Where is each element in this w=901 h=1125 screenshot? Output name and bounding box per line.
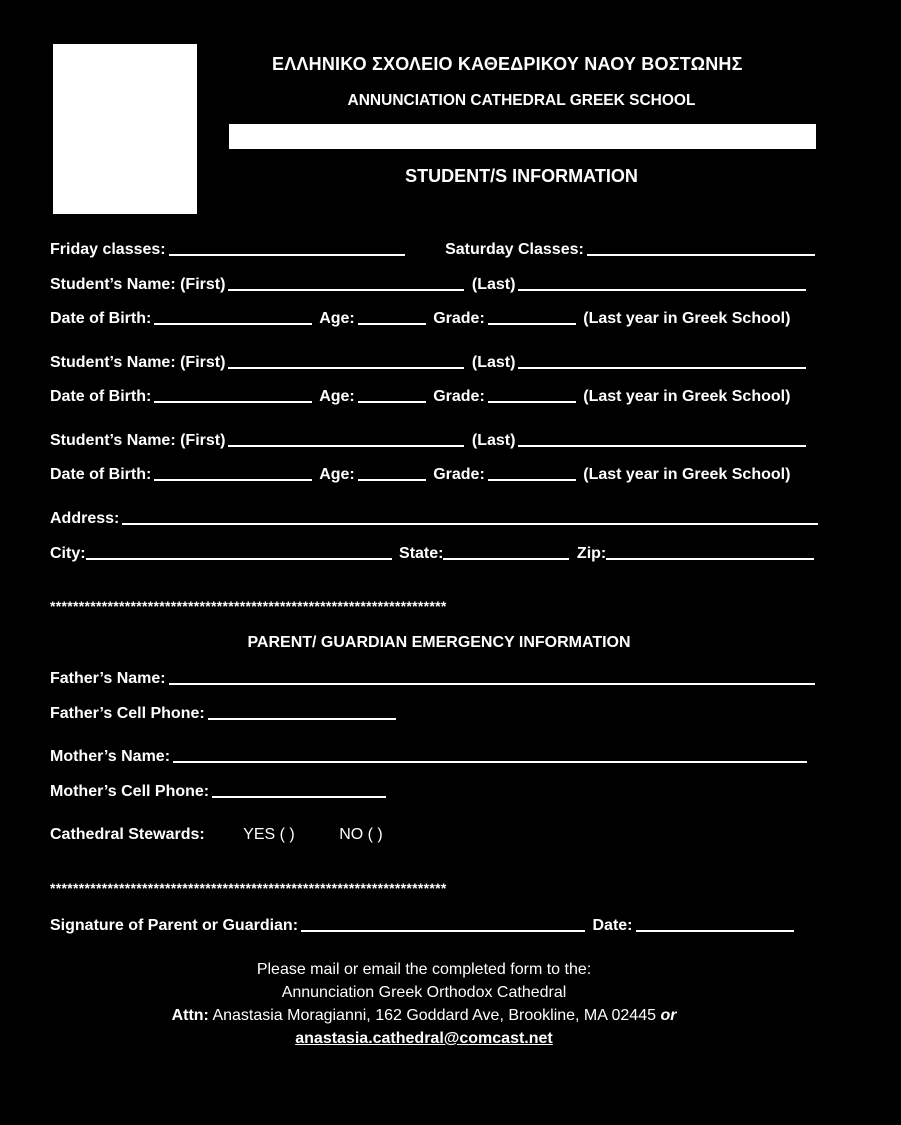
- mother-cell-field[interactable]: [212, 782, 386, 798]
- state-label: State:: [399, 545, 444, 562]
- city-state-zip-row: [50, 544, 817, 564]
- grade-note: (Last year in Greek School): [583, 466, 791, 483]
- email-link[interactable]: anastasia.cathedral@comcast.net: [295, 1030, 553, 1047]
- classes-row: [50, 240, 818, 260]
- city-field[interactable]: [86, 544, 392, 560]
- address-row: [50, 509, 821, 529]
- grade-label: Grade:: [433, 388, 485, 405]
- signature-label: Signature of Parent or Guardian:: [50, 917, 299, 934]
- age-field[interactable]: [358, 465, 426, 481]
- last-name-label: (Last): [471, 276, 516, 293]
- father-cell-label: Father’s Cell Phone:: [50, 705, 205, 722]
- date-label: Date:: [592, 917, 633, 934]
- age-label: Age:: [319, 388, 355, 405]
- attn-label: Attn:: [171, 1007, 209, 1024]
- separator: *********************************************************************: [50, 598, 447, 614]
- saturday-classes-label: Saturday Classes:: [445, 241, 584, 258]
- signature-field[interactable]: [301, 916, 585, 932]
- emergency-title: PARENT/ GUARDIAN EMERGENCY INFORMATION: [247, 634, 631, 651]
- grade-label: Grade:: [433, 310, 485, 327]
- date-field[interactable]: [636, 916, 794, 932]
- address-label: Address:: [50, 510, 120, 527]
- student-1-name-row: [50, 275, 809, 295]
- grade-field[interactable]: [488, 465, 576, 481]
- last-name-label: (Last): [471, 432, 516, 449]
- dob-label: Date of Birth:: [50, 466, 152, 483]
- friday-classes-label: Friday classes:: [50, 241, 166, 258]
- first-name-label: Student’s Name: (First): [50, 354, 226, 371]
- student-1-dob-row: [50, 309, 790, 329]
- father-cell-field[interactable]: [208, 704, 396, 720]
- student-3-name-row: [50, 431, 809, 451]
- grade-label: Grade:: [433, 466, 485, 483]
- student-2-dob-row: [50, 387, 790, 407]
- first-name-field[interactable]: [228, 431, 464, 447]
- stewards-row: [50, 825, 383, 845]
- state-field[interactable]: [443, 544, 569, 560]
- grade-note: (Last year in Greek School): [583, 388, 791, 405]
- last-name-field[interactable]: [518, 431, 806, 447]
- saturday-classes-field[interactable]: [587, 240, 815, 256]
- dob-field[interactable]: [154, 387, 312, 403]
- signature-row: [50, 916, 797, 936]
- mother-name-label: Mother’s Name:: [50, 748, 171, 765]
- first-name-label: Student’s Name: (First): [50, 276, 226, 293]
- last-name-field[interactable]: [518, 353, 806, 369]
- dob-label: Date of Birth:: [50, 310, 152, 327]
- dob-field[interactable]: [154, 465, 312, 481]
- last-name-label: (Last): [471, 354, 516, 371]
- student-3-dob-row: [50, 465, 790, 485]
- stewards-no-option[interactable]: NO ( ): [339, 826, 383, 843]
- photo-placeholder: [53, 44, 197, 214]
- father-name-row: [50, 669, 818, 689]
- last-name-field[interactable]: [518, 275, 806, 291]
- title-bar: [229, 124, 816, 149]
- address-field[interactable]: [122, 509, 818, 525]
- stewards-yes-option[interactable]: YES ( ): [243, 826, 295, 843]
- first-name-field[interactable]: [228, 275, 464, 291]
- student-2-name-row: [50, 353, 809, 373]
- mother-cell-label: Mother’s Cell Phone:: [50, 783, 210, 800]
- father-cell-row: [50, 704, 399, 724]
- father-name-field[interactable]: [169, 669, 815, 685]
- footer-line-1: Please mail or email the completed form to the:: [256, 961, 592, 978]
- mother-name-row: [50, 747, 810, 767]
- footer-email-line: [0, 1027, 848, 1050]
- grade-field[interactable]: [488, 387, 576, 403]
- city-label: City:: [50, 545, 86, 562]
- age-label: Age:: [319, 310, 355, 327]
- first-name-label: Student’s Name: (First): [50, 432, 226, 449]
- dob-label: Date of Birth:: [50, 388, 152, 405]
- greek-school-title: ΕΛΛΗΝΙΚΟ ΣΧΟΛΕΙΟ ΚΑΘΕΔΡΙΚΟΥ ΝΑΟΥ ΒΟΣΤΩΝΗΣ: [272, 54, 743, 74]
- father-name-label: Father’s Name:: [50, 670, 166, 687]
- friday-classes-field[interactable]: [169, 240, 405, 256]
- attn-address: Anastasia Moragianni, 162 Goddard Ave, Brookline, MA 02445: [212, 1007, 656, 1024]
- age-field[interactable]: [358, 387, 426, 403]
- zip-label: Zip:: [576, 545, 607, 562]
- grade-note: (Last year in Greek School): [583, 310, 791, 327]
- english-school-title: ANNUNCIATION CATHEDRAL GREEK SCHOOL: [347, 92, 696, 109]
- stewards-label: Cathedral Stewards:: [50, 826, 205, 843]
- section-title: STUDENT/S INFORMATION: [405, 166, 638, 186]
- footer-line-2: Annunciation Greek Orthodox Cathedral: [281, 984, 567, 1001]
- mother-name-field[interactable]: [173, 747, 807, 763]
- grade-field[interactable]: [488, 309, 576, 325]
- dob-field[interactable]: [154, 309, 312, 325]
- age-label: Age:: [319, 466, 355, 483]
- separator: *********************************************************************: [50, 880, 447, 896]
- footer-attn-line: [0, 1004, 848, 1027]
- mother-cell-row: [50, 782, 389, 802]
- or-text: or: [660, 1007, 677, 1024]
- age-field[interactable]: [358, 309, 426, 325]
- zip-field[interactable]: [606, 544, 814, 560]
- first-name-field[interactable]: [228, 353, 464, 369]
